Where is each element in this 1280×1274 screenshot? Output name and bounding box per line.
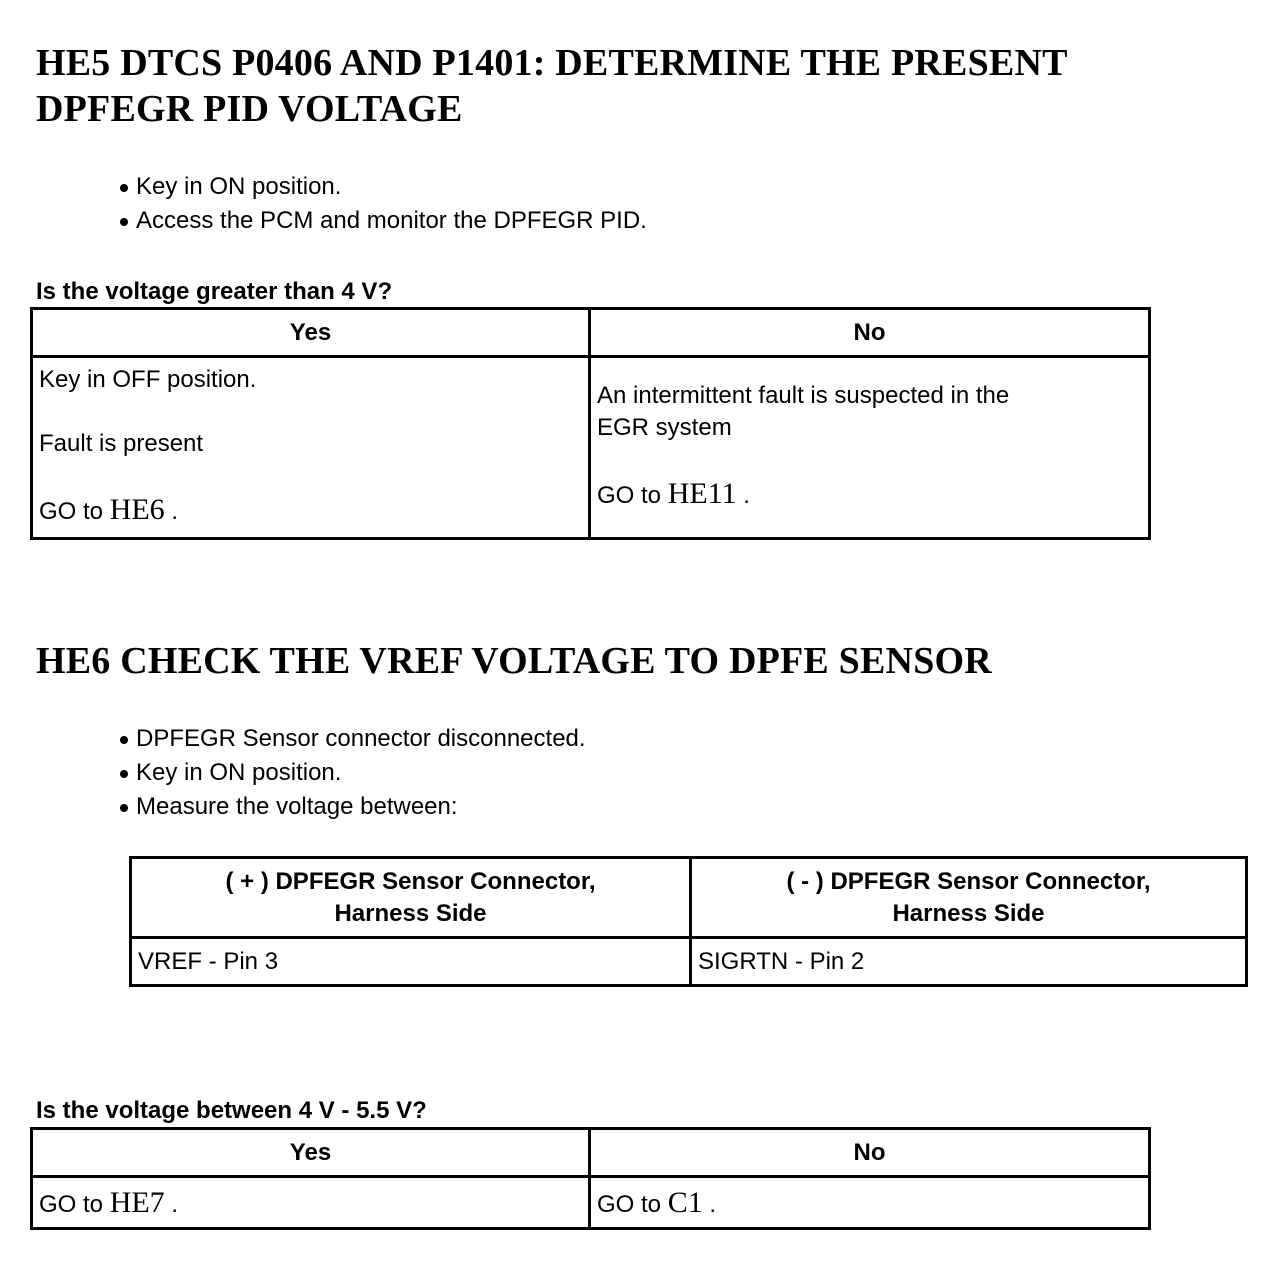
he5-question: Is the voltage greater than 4 V?: [36, 278, 393, 305]
he5-title: [36, 40, 1068, 132]
bullet-icon: [120, 218, 128, 226]
no-cell: [590, 357, 1150, 539]
no-header: No: [590, 1129, 1150, 1177]
yes-go-to: GO to HE7 .: [32, 1177, 590, 1229]
he6-result-table: [30, 1127, 1151, 1230]
he6-title: HE6 CHECK THE VREF VOLTAGE TO DPFE SENSOR: [36, 640, 992, 682]
bullet-icon: [120, 804, 128, 812]
no-header: No: [590, 309, 1150, 357]
he6-link[interactable]: HE6: [109, 493, 165, 526]
list-item: DPFEGR Sensor connector disconnected.: [118, 722, 586, 756]
he5-title-line2: DPFEGR PID VOLTAGE: [36, 88, 463, 130]
c1-link[interactable]: C1: [667, 1185, 703, 1219]
yes-header: Yes: [32, 1129, 590, 1177]
he11-link[interactable]: HE11: [667, 477, 737, 510]
list-item: Measure the voltage between:: [118, 790, 586, 824]
list-item: Key in ON position.: [118, 170, 647, 204]
vref-pin-cell: VREF - Pin 3: [131, 938, 691, 986]
positive-connector-header: ( + ) DPFEGR Sensor Connector, Harness Side: [131, 858, 691, 938]
he6-measure-table: [129, 856, 1248, 987]
yes-header: Yes: [32, 309, 590, 357]
table-row: [32, 1177, 1150, 1229]
table-header-row: [32, 309, 1150, 357]
yes-line1: Key in OFF position.: [39, 366, 257, 393]
negative-connector-header: ( - ) DPFEGR Sensor Connector, Harness Side: [691, 858, 1247, 938]
table-row: [32, 357, 1150, 539]
no-go-to: GO to C1 .: [590, 1177, 1150, 1229]
bullet-icon: [120, 770, 128, 778]
he6-steps: [118, 722, 586, 824]
he5-title-line1: HE5 DTCS P0406 AND P1401: DETERMINE THE PRESENT: [36, 42, 1068, 84]
yes-go-to: GO to HE6 .: [39, 493, 179, 526]
he5-result-table: [30, 307, 1151, 540]
table-row: [131, 938, 1247, 986]
yes-line2: Fault is present: [39, 430, 204, 457]
bullet-icon: [120, 736, 128, 744]
table-header-row: [131, 858, 1247, 938]
yes-cell: [32, 357, 590, 539]
he6-question: Is the voltage between 4 V - 5.5 V?: [36, 1097, 427, 1124]
table-header-row: [32, 1129, 1150, 1177]
no-line1: An intermittent fault is suspected in the: [597, 382, 1010, 409]
no-go-to: GO to HE11 .: [597, 477, 750, 510]
bullet-icon: [120, 184, 128, 192]
he5-steps: [118, 170, 647, 238]
list-item: Key in ON position.: [118, 756, 586, 790]
no-line2: EGR system: [597, 414, 732, 441]
he7-link[interactable]: HE7: [109, 1185, 165, 1219]
list-item: Access the PCM and monitor the DPFEGR PID.: [118, 204, 647, 238]
sigrtn-pin-cell: SIGRTN - Pin 2: [691, 938, 1247, 986]
